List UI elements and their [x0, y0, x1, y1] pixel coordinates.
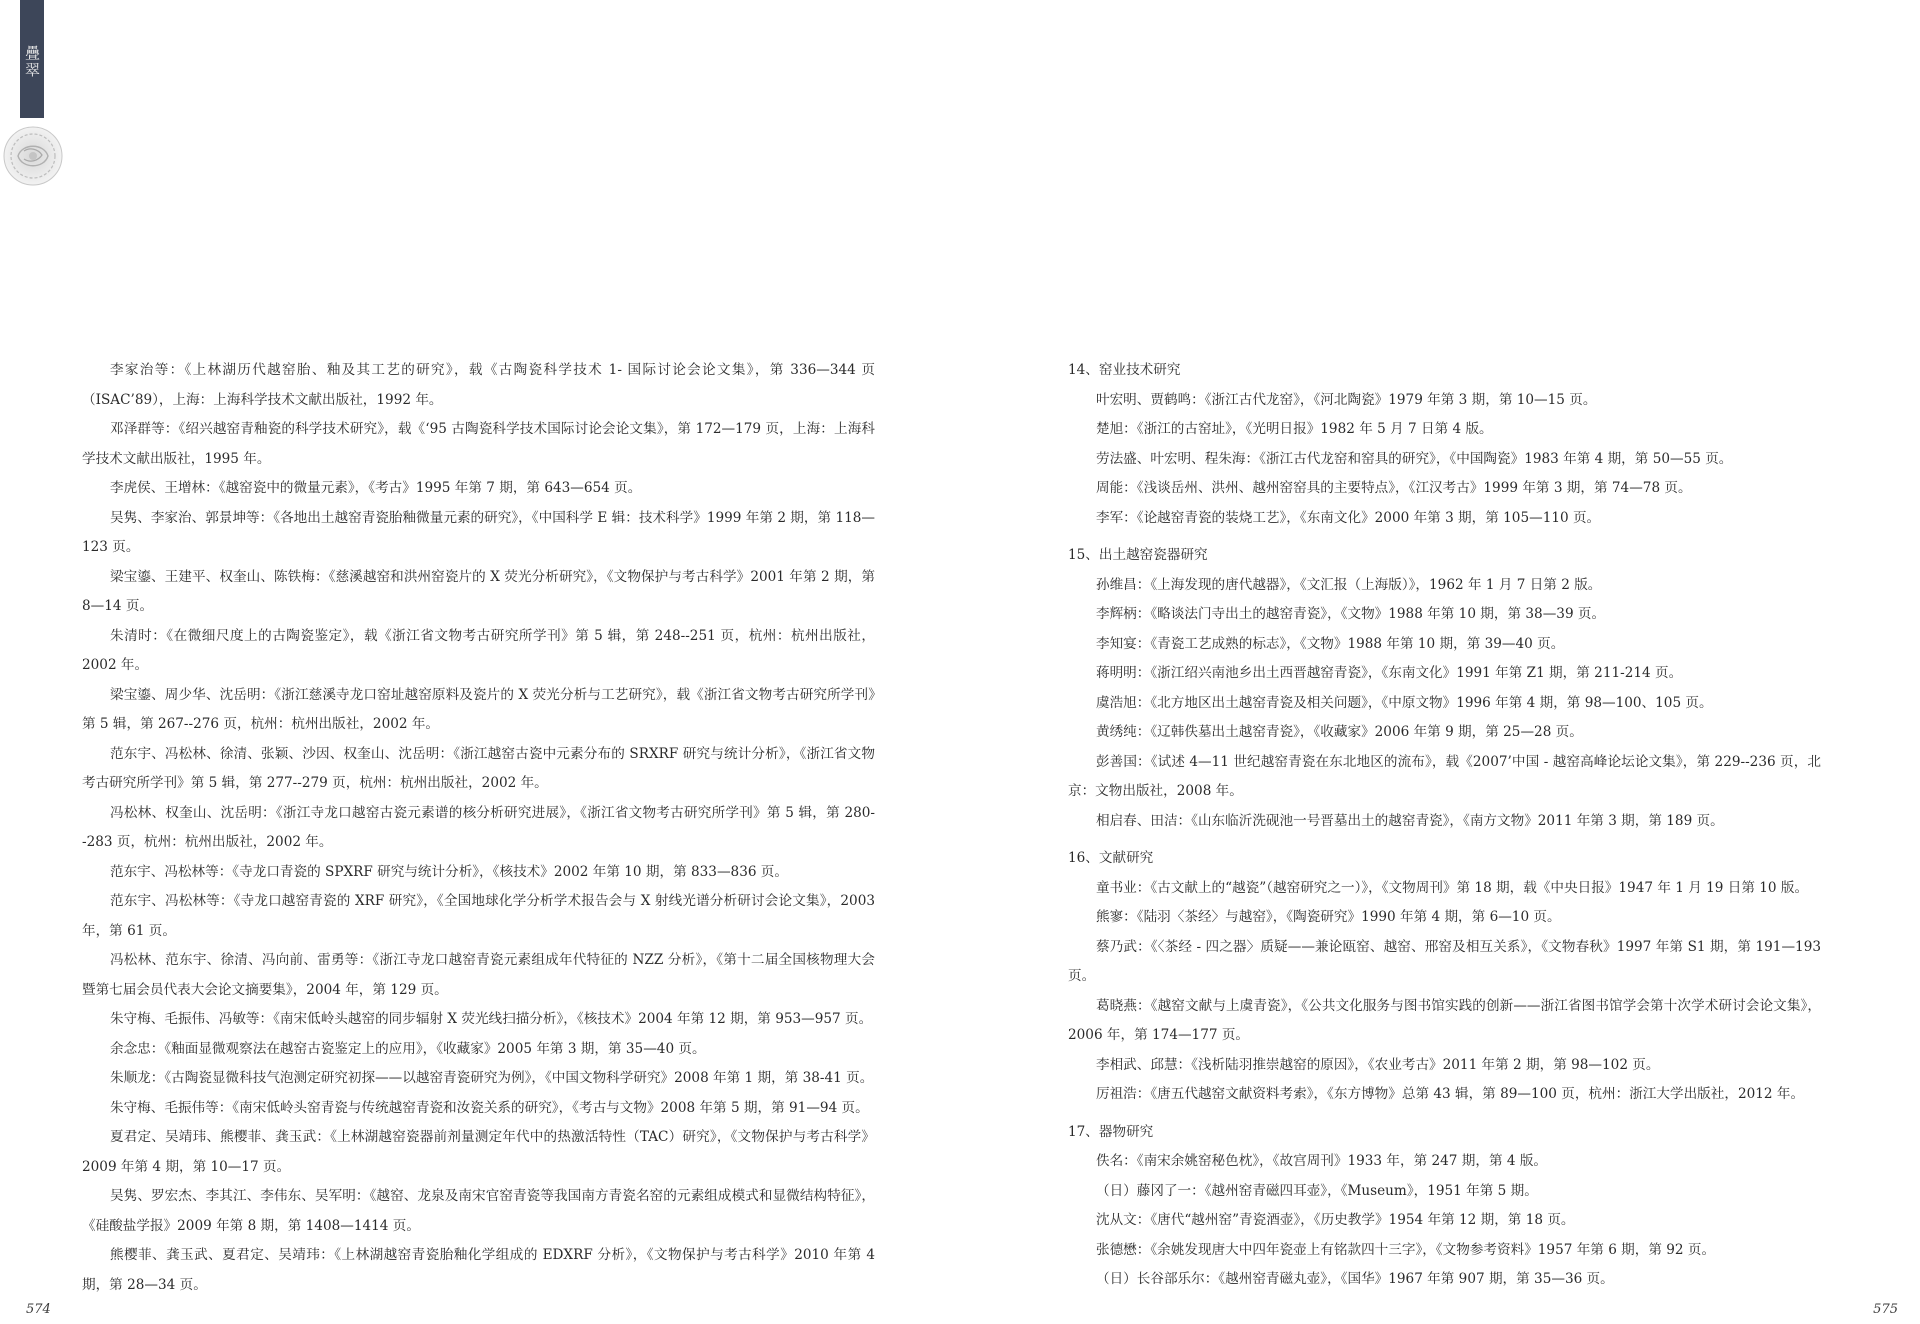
reference-entry: （日）藤冈了一：《越州窑青磁四耳壶》，《Museum》，1951 年第 5 期。 — [1096, 1182, 1538, 1199]
ornamental-medallion-icon — [2, 125, 64, 187]
reference-entry: 李知宴：《青瓷工艺成熟的标志》，《文物》1988 年第 10 期，第 39—40 页。 — [1096, 635, 1565, 652]
reference-entry: 熊寥：《陆羽〈茶经〉与越窑》，《陶瓷研究》1990 年第 4 期，第 6—10 页。 — [1096, 909, 1561, 925]
reference-entry: 葛晓燕：《越窑文献与上虞青瓷》，《公共文化服务与图书馆实践的创新——浙江省图书馆学会第十次学术研讨会论文集》，2006 年，第 174—177 页。 — [1068, 997, 1821, 1043]
section-heading: 15、出土越窑瓷器研究 — [1068, 547, 1208, 563]
reference-entry: 余念忠：《釉面显微观察法在越窑古瓷鉴定上的应用》，《收藏家》2005 年第 3 期，第 35—40 页。 — [110, 1040, 706, 1057]
section-heading: 16、文献研究 — [1068, 850, 1154, 866]
left-reference-list — [82, 356, 875, 1300]
page-number: 574 — [26, 1302, 51, 1317]
reference-entry: 熊樱菲、龚玉武、夏君定、吴靖玮：《上林湖越窑青瓷胎釉化学组成的 EDXRF 分析》，《文物保护与考古科学》2010 年第 4 期，第 28—34 页。 — [82, 1247, 875, 1293]
reference-entry: 沈从文：《唐代“越州窑”青瓷酒壶》，《历史教学》1954 年第 12 期，第 18 页。 — [1096, 1212, 1575, 1228]
reference-entry: 李辉柄：《略谈法门寺出土的越窑青瓷》，《文物》1988 年第 10 期，第 38—39 页。 — [1096, 606, 1606, 622]
reference-section — [1068, 541, 1821, 836]
reference-entry: 黄绣纯：《辽韩佚墓出土越窑青瓷》，《收藏家》2006 年第 9 期，第 25—28 页。 — [1096, 724, 1583, 740]
right-reference-list — [1068, 356, 1821, 1301]
reference-entry: 楚旭：《浙江的古窑址》，《光明日报》1982 年 5 月 7 日第 4 版。 — [1096, 421, 1493, 437]
reference-entry: 张德懋：《余姚发现唐大中四年瓷壶上有铭款四十三字》，《文物参考资料》1957 年第 6 期，第 92 页。 — [1096, 1241, 1716, 1258]
reference-entry: 劳法盛、叶宏明、程朱海：《浙江古代龙窑和窑具的研究》，《中国陶瓷》1983 年第 4 期，第 50—55 页。 — [1096, 450, 1733, 467]
side-tab-label: 疊翠 — [20, 0, 44, 118]
section-heading: 17、器物研究 — [1068, 1123, 1154, 1140]
reference-entry: 李虎侯、王增林：《越窑瓷中的微量元素》，《考古》1995 年第 7 期，第 643—654 页。 — [110, 480, 642, 496]
reference-entry: 虞浩旭：《北方地区出土越窑青瓷及相关问题》，《中原文物》1996 年第 4 期，第 98—100、105 页。 — [1096, 694, 1713, 711]
reference-entry: 李相武、邱慧：《浅析陆羽推崇越窑的原因》，《农业考古》2011 年第 2 期，第 98—102 页。 — [1096, 1056, 1660, 1073]
reference-entry: 吴隽、罗宏杰、李其江、李伟东、吴军明：《越窑、龙泉及南宋官窑青瓷等我国南方青瓷名窑的元素组成模式和显微结构特征》，《硅酸盐学报》2009 年第 8 期，第 1408—1414 页。 — [82, 1188, 875, 1234]
reference-entry: 厉祖浩：《唐五代越窑文献资料考索》，《东方博物》总第 43 辑，第 89—100 页，杭州：浙江大学出版社，2012 年。 — [1096, 1086, 1805, 1102]
reference-entry: 彭善国：《试述 4—11 世纪越窑青瓷在东北地区的流布》，载《2007’中国 - 越窑高峰论坛论文集》，第 229--236 页，北京：文物出版社，2008 年。 — [1068, 753, 1821, 799]
reference-entry: 范东宇、冯松林等：《寺龙口青瓷的 SPXRF 研究与统计分析》，《核技术》2002 年第 10 期，第 833—836 页。 — [110, 863, 788, 880]
reference-entry: 孙维昌：《上海发现的唐代越器》，《文汇报（上海版）》，1962 年 1 月 7 日第 2 版。 — [1096, 576, 1602, 593]
reference-entry: 邓泽群等：《绍兴越窑青釉瓷的科学技术研究》，载《‘95 古陶瓷科学技术国际讨论会论文集》，第 172—179 页，上海：上海科学技术文献出版社，1995 年。 — [82, 421, 875, 467]
reference-entry: 范东宇、冯松林等：《寺龙口越窑青瓷的 XRF 研究》，《全国地球化学分析学术报告会与 X 射线光谱分析研讨会论文集》，2003 年，第 61 页。 — [82, 893, 875, 939]
reference-entry: 相启春、田洁：《山东临沂洗砚池一号晋墓出土的越窑青瓷》，《南方文物》2011 年第 3 期，第 189 页。 — [1096, 812, 1724, 829]
right-page — [960, 0, 1920, 1324]
reference-section — [1068, 356, 1821, 533]
reference-entry: 吴隽、李家治、郭景坤等：《各地出土越窑青瓷胎釉微量元素的研究》，《中国科学 E 辑：技术科学》1999 年第 2 期，第 118—123 页。 — [82, 509, 875, 555]
reference-entry: 李军：《论越窑青瓷的装烧工艺》，《东南文化》2000 年第 3 期，第 105—110 页。 — [1096, 509, 1601, 526]
reference-entry: 蒋明明：《浙江绍兴南池乡出土西晋越窑青瓷》，《东南文化》1991 年第 Z1 期，第 211-214 页。 — [1096, 665, 1683, 681]
reference-entry: 冯松林、权奎山、沈岳明：《浙江寺龙口越窑古瓷元素谱的核分析研究进展》，《浙江省文物考古研究所学刊》第 5 辑，第 280--283 页，杭州：杭州出版社，2002 年。 — [82, 804, 875, 850]
reference-entry: （日）长谷部乐尔：《越州窑青磁丸壶》，《国华》1967 年第 907 期，第 35—36 页。 — [1096, 1271, 1614, 1287]
reference-entry: 叶宏明、贾鹤鸣：《浙江古代龙窑》，《河北陶瓷》1979 年第 3 期，第 10—15 页。 — [1096, 391, 1597, 408]
reference-entry: 朱守梅、毛振伟等：《南宋低岭头窑青瓷与传统越窑青瓷和汝瓷关系的研究》，《考古与文物》2008 年第 5 期，第 91—94 页。 — [110, 1099, 869, 1116]
reference-entry: 周能：《浅谈岳州、洪州、越州窑窑具的主要特点》，《江汉考古》1999 年第 3 期，第 74—78 页。 — [1096, 480, 1692, 496]
reference-entry: 冯松林、范东宇、徐清、冯向前、雷勇等：《浙江寺龙口越窑青瓷元素组成年代特征的 NZZ 分析》，《第十二届全国核物理大会暨第七届会员代表大会论文摘要集》，2004 年，第 129 页。 — [82, 952, 875, 998]
reference-entry: 朱顺龙：《古陶瓷显微科技气泡测定研究初探——以越窑青瓷研究为例》，《中国文物科学研究》2008 年第 1 期，第 38-41 页。 — [110, 1070, 874, 1086]
reference-entry: 朱清时：《在微细尺度上的古陶瓷鉴定》，载《浙江省文物考古研究所学刊》第 5 辑，第 248--251 页，杭州：杭州出版社，2002 年。 — [82, 627, 875, 673]
reference-section — [1068, 844, 1821, 1110]
reference-entry: 朱守梅、毛振伟、冯敏等：《南宋低岭头越窑的同步辐射 X 荧光线扫描分析》，《核技术》2004 年第 12 期，第 953—957 页。 — [110, 1011, 873, 1027]
reference-entry: 李家治等：《上林湖历代越窑胎、釉及其工艺的研究》，载《古陶瓷科学技术 1- 国际讨论会论文集》，第 336—344 页（ISAC’89），上海：上海科学技术文献出版社，1992 年。 — [82, 362, 875, 408]
page-number: 575 — [1873, 1302, 1898, 1317]
section-heading: 14、窑业技术研究 — [1068, 362, 1181, 378]
reference-entry: 蔡乃武：《〈茶经 - 四之器〉质疑——兼论瓯窑、越窑、邢窑及相互关系》，《文物春秋》1997 年第 S1 期，第 191—193 页。 — [1068, 938, 1821, 984]
reference-entry: 梁宝鎏、王建平、权奎山、陈铁梅：《慈溪越窑和洪州窑瓷片的 X 荧光分析研究》，《文物保护与考古科学》2001 年第 2 期，第 8—14 页。 — [82, 568, 875, 614]
reference-entry: 夏君定、吴靖玮、熊樱菲、龚玉武：《上林湖越窑瓷器前剂量测定年代中的热激活特性（TAC）研究》，《文物保护与考古科学》2009 年第 4 期，第 10—17 页。 — [82, 1129, 875, 1175]
reference-entry: 梁宝鎏、周少华、沈岳明：《浙江慈溪寺龙口窑址越窑原料及瓷片的 X 荧光分析与工艺研究》，载《浙江省文物考古研究所学刊》第 5 辑，第 267--276 页，杭州：杭州出版社，2002 年。 — [82, 686, 875, 732]
reference-section — [1068, 1118, 1821, 1295]
reference-entry: 佚名：《南宋余姚窑秘色枕》，《故宫周刊》1933 年，第 247 期，第 4 版。 — [1096, 1153, 1548, 1169]
reference-entry: 童书业：《古文献上的“越瓷”（越窑研究之一）》，《文物周刊》第 18 期，载《中央日报》1947 年 1 月 19 日第 10 版。 — [1096, 879, 1809, 896]
reference-entry: 范东宇、冯松林、徐清、张颖、沙因、权奎山、沈岳明：《浙江越窑古瓷中元素分布的 SRXRF 研究与统计分析》，《浙江省文物考古研究所学刊》第 5 辑，第 277--279 页，杭州：杭州出版社，2002 年。 — [82, 745, 875, 791]
